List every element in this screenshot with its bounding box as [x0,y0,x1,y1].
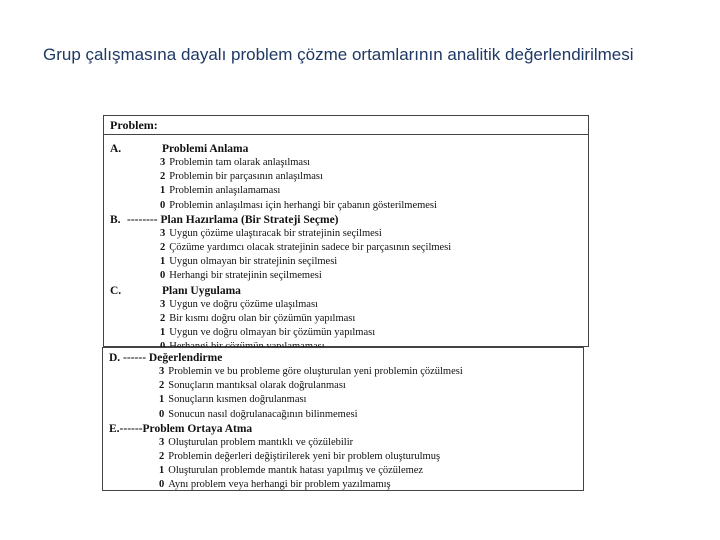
criterion-text: Uygun ve doğru olmayan bir çözümün yapılması [169,327,376,339]
score: 0 [160,199,166,211]
section-title: Planı Uygulama [162,284,241,297]
score: 3 [159,366,165,377]
page-title: Grup çalışmasına dayalı problem çözme ortamlarının analitik değerlendirilmesi [43,45,634,64]
criterion-text: Problemin anlaşılamaması [169,185,281,197]
score: 3 [159,436,165,448]
criterion-text: Çözüme yardımcı olacak stratejinin sadece bir parçasının seçilmesi [169,242,452,254]
list-item [103,408,583,422]
score: 1 [160,256,166,268]
list-item [104,255,588,269]
score: 1 [160,327,166,339]
criterion-text: Herhangi bir stratejinin seçilmemesi [169,270,322,282]
section-title: E.------Problem Ortaya Atma [109,422,253,435]
criterion-text: Uygun çözüme ulaştıracak bir stratejinin seçilmesi [169,227,382,239]
criterion-text: Problemin bir parçasının anlaşılması [169,171,323,183]
criterion-text: Sonuçların kısmen doğrulanması [168,394,307,406]
score: 3 [160,298,166,310]
score: 0 [160,270,166,282]
score: 2 [159,451,165,463]
criterion-text: Aynı problem veya herhangi bir problem yazılmamış [168,479,391,491]
criterion-text: Problemin anlaşılması için herhangi bir çabanın gösterilmemesi [169,199,437,211]
criterion-text: Sonuçların mantıksal olarak doğrulanması [168,380,346,392]
list-item [103,393,583,407]
list-item [104,269,588,283]
section-letter: A. [110,143,122,155]
criterion-text: Uygun ve doğru çözüme ulaşılması [169,298,318,310]
score: 2 [159,380,165,392]
section-c [104,284,588,355]
score: 3 [160,157,166,168]
problem-header: Problem: [104,116,588,135]
score: 2 [160,171,166,183]
score: 1 [159,465,165,477]
rubric-table-part-2 [102,347,584,491]
list-item [104,298,588,312]
score: 0 [159,408,165,420]
section-d [103,351,583,422]
score: 2 [160,312,166,324]
score: 3 [160,227,166,239]
list-item [103,478,583,492]
criterion-text: Uygun olmayan bir stratejinin seçilmesi [169,256,338,268]
section-title: D. ------ Değerlendirme [109,352,223,364]
list-item [104,170,588,184]
section-a [104,142,588,213]
score: 1 [159,394,165,406]
list-item [104,241,588,255]
section-title: -------- Plan Hazırlama (Bir Strateji Seçme) [127,213,339,226]
list-item [103,436,583,450]
list-item [104,199,588,213]
list-item [104,312,588,326]
list-item [103,450,583,464]
list-item [103,365,583,379]
criterion-text: Problemin değerleri değiştirilerek yeni bir problem oluşturulmuş [168,451,441,463]
list-item [103,379,583,393]
score: 0 [159,479,165,491]
score: 2 [160,242,166,254]
criterion-text: Oluşturulan problemde mantık hatası yapılmış ve çözülemez [168,465,424,477]
criterion-text: Oluşturulan problem mantıklı ve çözülebilir [168,436,354,448]
criterion-text: Sonucun nasıl doğrulanacağının bilinmemesi [168,408,358,420]
criterion-text: Problemin ve bu probleme göre oluşturulan yeni problemin çözülmesi [168,366,463,377]
rubric-table-part-1 [103,115,589,347]
list-item [104,184,588,198]
list-item [104,227,588,241]
section-letter: C. [110,284,122,297]
section-e [103,422,583,493]
criterion-text: Bir kısmı doğru olan bir çözümün yapılması [169,312,356,324]
list-item [103,464,583,478]
section-b [104,213,588,284]
list-item [104,326,588,340]
criterion-text: Problemin tam olarak anlaşılması [169,157,311,168]
score: 1 [160,185,166,197]
section-letter: B. [110,213,121,226]
list-item [104,156,588,170]
section-title: Problemi Anlama [162,143,249,155]
